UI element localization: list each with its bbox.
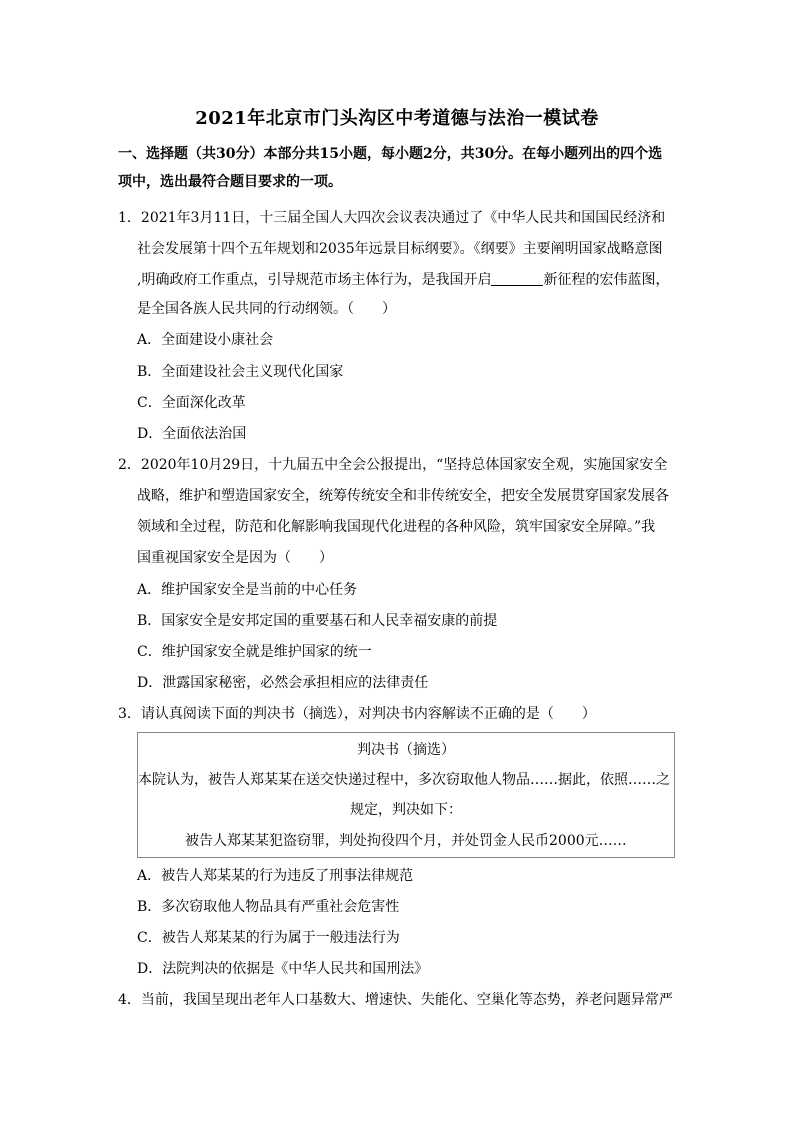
judgment-heading: 判决书（摘选）: [357, 742, 455, 758]
option-d: D．全面依法治国: [137, 426, 247, 442]
option-b: B．全面建设社会主义现代化国家: [137, 364, 344, 380]
option-d: D．法院判决的依据是《中华人民共和国刑法》: [137, 961, 429, 977]
option-c: C．维护国家安全就是维护国家的统一: [137, 644, 372, 660]
option-b: B．国家安全是安邦定国的重要基石和人民幸福安康的前提: [137, 613, 498, 629]
section-heading: [118, 140, 683, 196]
question-text: 新征程的宏伟蓝图，: [543, 272, 670, 288]
option-a: A．全面建设小康社会: [137, 332, 274, 348]
option-a: A．维护国家安全是当前的中心任务: [137, 582, 358, 598]
section-heading-line: 一、选择题（共30分）本部分共15小题，每小题2分，共30分。在每小题列出的四个选: [118, 146, 663, 162]
question-text: 4．当前，我国呈现出老年人口基数大、增速快、失能化、空巢化等态势，养老问题异常严: [118, 992, 673, 1008]
option-b: B．多次窃取他人物品具有严重社会危害性: [137, 899, 400, 915]
option-a: A．被告人郑某某的行为违反了刑事法律规范: [137, 868, 414, 884]
judgment-text: 本院认为，被告人郑某某在送交快递过程中，多次窃取他人物品……据此，依照……之: [138, 772, 670, 788]
question-text: 3．请认真阅读下面的判决书（摘选），对判决书内容解读不正确的是（ ）: [118, 706, 596, 722]
section-heading-line: 项中，选出最符合题目要求的一项。: [118, 174, 342, 190]
question-text-with-blank: [137, 270, 669, 290]
question-text: 是全国各族人民共同的行动纲领。（ ）: [137, 301, 396, 317]
question-text: ,明确政府工作重点，引导规范市场主体行为，是我国开启: [137, 272, 492, 288]
option-c: C．被告人郑某某的行为属于一般违法行为: [137, 930, 400, 946]
option-c: C．全面深化改革: [137, 395, 246, 411]
question-text: 国重视国家安全是因为（ ）: [137, 550, 333, 566]
judgment-excerpt-box: [137, 732, 675, 858]
question-text: 战略，维护和塑造国家安全，统筹传统安全和非传统安全，把安全发展贯穿国家发展各: [137, 488, 669, 504]
answer-blank: [491, 271, 543, 286]
question-text: 领域和全过程，防范和化解影响我国现代化进程的各种风险，筑牢国家安全屏障。”我: [137, 519, 656, 535]
option-d: D．泄露国家秘密，必然会承担相应的法律责任: [137, 675, 429, 691]
judgment-text: 规定，判决如下：: [350, 802, 462, 818]
question-text: 社会发展第十四个五年规划和2035年远景目标纲要》。《纲要》主要阐明国家战略意图: [137, 241, 663, 257]
question-text: 1．2021年3月11日，十三届全国人大四次会议表决通过了《中华人民共和国国民经济和: [118, 210, 666, 226]
question-text: 2．2020年10月29日，十九届五中全会公报提出，“坚持总体国家安全观，实施国家安全: [118, 457, 668, 473]
judgment-text: 被告人郑某某犯盗窃罪，判处拘役四个月，并处罚金人民币2000元……: [185, 833, 627, 849]
page-title: 2021年北京市门头沟区中考道德与法治一模试卷: [195, 108, 599, 129]
